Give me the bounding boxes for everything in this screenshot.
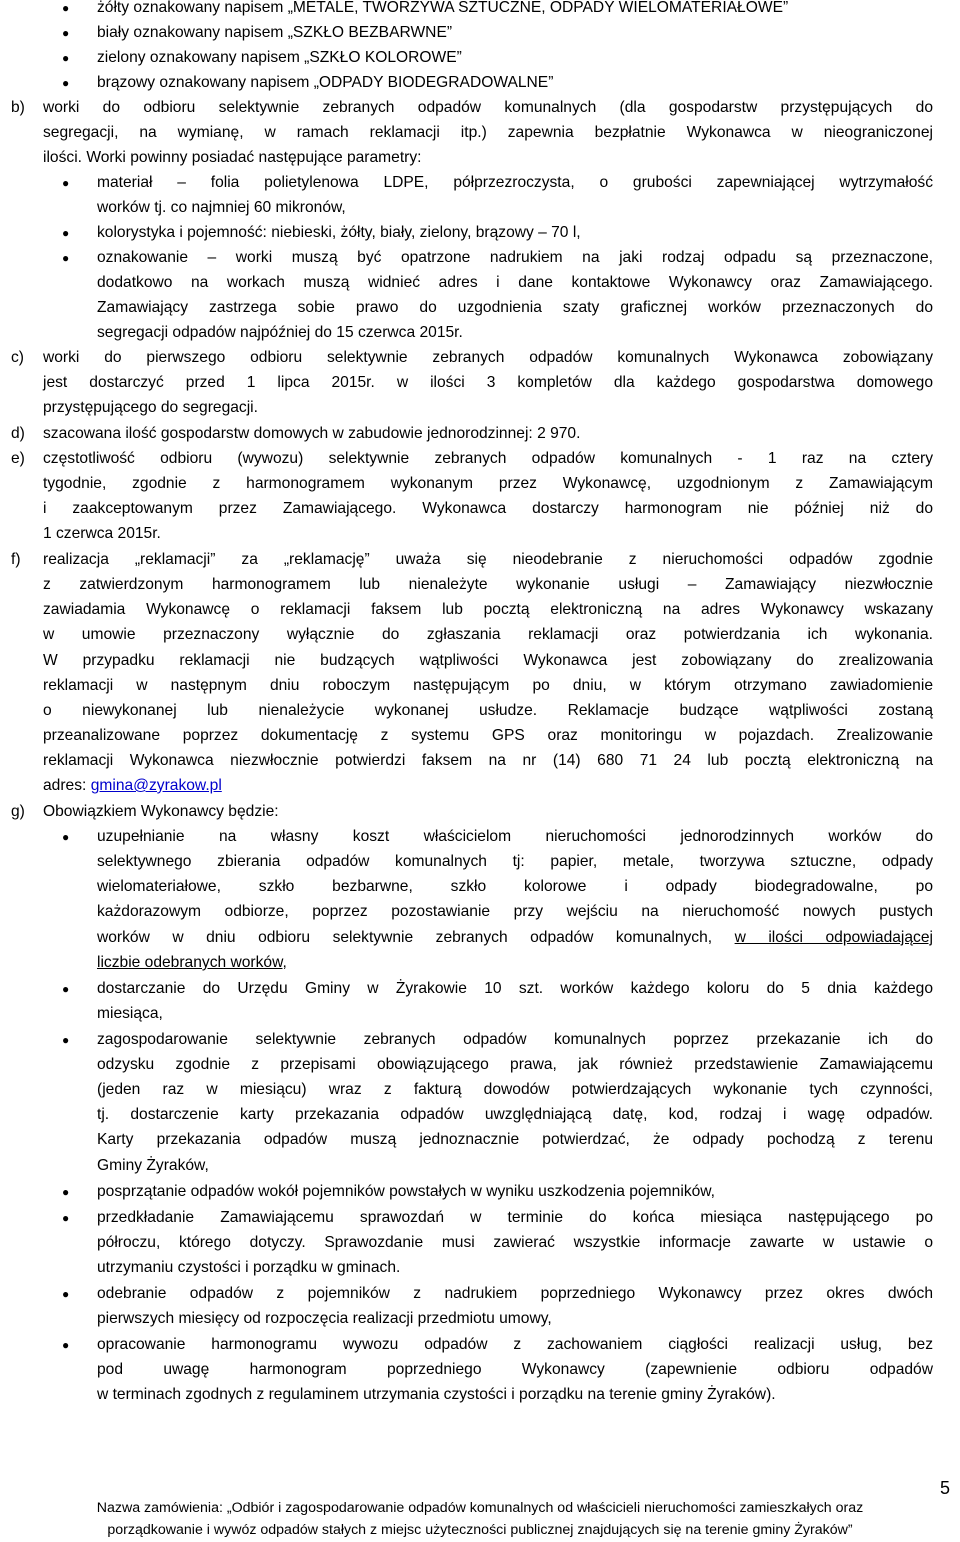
underlined-text: liczbie odebranych worków: [97, 954, 283, 971]
duty-item: miesiąca,: [97, 1005, 163, 1022]
color-bag-item: żółty oznakowany napisem „METALE, TWORZYWA SZTUCZNE, ODPADY WIELOMATERIAŁOWE”: [97, 0, 789, 16]
duty-item: tj. dostarczenie karty przekazania odpadów uwzględniającą datę, kod, rodzaj i wagę odpadów.: [97, 1106, 933, 1123]
section-c-text: worki do pierwszego odbioru selektywnie zebranych odpadów komunalnych Wykonawca zobowiązany: [43, 349, 933, 366]
duty-item: opracowanie harmonogramu wywozu odpadów z zachowaniem ciągłości realizacji usług, bez: [97, 1336, 933, 1353]
duty-item: utrzymaniu czystości i porządku w gminach.: [97, 1259, 401, 1276]
bullet-dot: ●: [62, 830, 70, 844]
bullet-dot: ●: [62, 176, 70, 190]
section-d-text: szacowana ilość gospodarstw domowych w zabudowie jednorodzinnej: 2 970.: [43, 425, 581, 442]
bullet-dot: ●: [62, 226, 70, 240]
duty-item: (jeden raz w miesiącu) wraz z fakturą dowodów potwierdzających wykonanie tych czynności,: [97, 1081, 933, 1098]
section-b-text: ilości. Worki powinny posiadać następujące parametry:: [43, 149, 422, 166]
bullet-dot: ●: [62, 76, 70, 90]
footer-line: Nazwa zamówienia: „Odbiór i zagospodarowanie odpadów komunalnych od właścicieli nieruchomości zamieszkałych oraz: [96, 1500, 864, 1516]
duty-item: Gminy Żyraków,: [97, 1157, 209, 1174]
page-number: 5: [939, 1478, 950, 1498]
section-b-text: segregacji, na wymianę, w ramach reklamacji itp.) zapewnia bezpłatnie Wykonawca w nieograniczonej: [43, 124, 933, 141]
section-c-text: jest dostarczyć przed 1 lipca 2015r. w ilości 3 kompletów dla każdego gospodarstwa domowego: [43, 374, 933, 391]
section-e-text: częstotliwość odbioru (wywozu) selektywnie zebranych odpadów komunalnych - 1 raz na cztery: [43, 450, 933, 467]
color-bag-item: zielony oznakowany napisem „SZKŁO KOLOROWE”: [97, 49, 462, 66]
duty-item: posprzątanie odpadów wokół pojemników powstałych w wyniku uszkodzenia pojemników,: [97, 1183, 716, 1200]
footer-line: porządkowanie i wywóz odpadów stałych z miejsc użyteczności publicznej znajdujących się na terenie gminy Żyraków”: [107, 1522, 853, 1538]
duty-item: uzupełnianie na własny koszt właścicielom nieruchomości jednorodzinnych worków do: [97, 828, 933, 845]
section-b-text: worki do odbioru selektywnie zebranych odpadów komunalnych (dla gospodarstw przystępujących do: [43, 99, 933, 116]
duty-item: Karty przekazania odpadów muszą jednoznacznie potwierdzać, że odpady pochodzą z terenu: [97, 1131, 933, 1148]
bag-parameter: oznakowanie – worki muszą być opatrzone nadrukiem na jaki rodzaj odpadu są przeznaczone,: [97, 249, 933, 266]
section-e-text: 1 czerwca 2015r.: [43, 525, 161, 542]
duty-item: selektywnego zbierania odpadów komunalnych tj: papier, metale, tworzywa sztuczne, odpady: [97, 853, 933, 870]
bullet-dot: ●: [62, 51, 70, 65]
duty-item: wielomateriałowe, szkło bezbarwne, szkło kolorowe i odpady biodegradowalne, po: [97, 878, 933, 895]
email-link[interactable]: gmina@zyrakow.pl: [90, 777, 222, 794]
section-f-address: [43, 776, 222, 796]
section-e-text: i zaakceptowanym przez Zamawiającego. Wykonawca dostarczy harmonogram nie później niż do: [43, 500, 933, 517]
duty-text: ,: [282, 954, 287, 971]
section-f-text: zawiadamia Wykonawcę o reklamacji faksem lub pocztą elektroniczną na adres Wykonawcy wskazany: [43, 601, 933, 618]
section-label-c: c): [11, 349, 24, 366]
section-label-d: d): [11, 425, 25, 442]
underlined-text: w ilości odpowiadającej: [734, 929, 933, 946]
section-f-text: W przypadku reklamacji nie budzących wątpliwości Wykonawca jest zobowiązany do zrealizowania: [43, 652, 933, 669]
section-label-g: g): [11, 803, 25, 820]
section-f-text: reklamacji w następnym dniu roboczym następującym po dniu, w którym otrzymano zawiadomienie: [43, 677, 933, 694]
duty-item: pierwszych miesięcy od rozpoczęcia realizacji przedmiotu umowy,: [97, 1310, 552, 1327]
section-f-text: o niewykonanej lub nienależycie wykonanej usłudze. Reklamacje budzące wątpliwości zostaną: [43, 702, 933, 719]
section-f-text: przeanalizowane poprzez dokumentację z systemu GPS oraz monitoringu w pojazdach. Zrealizowanie: [43, 727, 933, 744]
bag-parameter: materiał – folia polietylenowa LDPE, półprzezroczysta, o grubości zapewniającej wytrzymałość: [97, 174, 933, 191]
duty-item: [97, 953, 287, 973]
duty-text: worków w dniu odbioru selektywnie zebranych odpadów komunalnych,: [97, 929, 735, 946]
bag-parameter: segregacji odpadów najpóźniej do 15 czerwca 2015r.: [97, 324, 463, 341]
bag-parameter: kolorystyka i pojemność: niebieski, żółty, biały, zielony, brązowy – 70 l,: [97, 224, 581, 241]
bullet-dot: ●: [62, 1287, 70, 1301]
bullet-dot: ●: [62, 1185, 70, 1199]
bullet-dot: ●: [62, 26, 70, 40]
bullet-dot: ●: [62, 251, 70, 265]
duty-item: odebranie odpadów z pojemników z nadrukiem poprzedniego Wykonawcy przez okres dwóch: [97, 1285, 933, 1302]
duty-item: [97, 928, 933, 948]
section-c-text: przystępującego do segregacji.: [43, 399, 258, 416]
duty-item: półroczu, którego dotyczy. Sprawozdanie musi zawierać wszystkie informacje zawarte w ustawie o: [97, 1234, 933, 1251]
address-prefix: adres:: [43, 777, 91, 794]
duty-item: każdorazowym odbiorze, poprzez pozostawianie przy wejściu na nieruchomość nowych pustych: [97, 903, 933, 920]
duty-item: w terminach zgodnych z regulaminem utrzymania czystości i porządku na terenie gminy Żyraków).: [97, 1386, 776, 1403]
duty-item: pod uwagę harmonogram poprzedniego Wykonawcy (zapewnienie odbioru odpadów: [97, 1361, 933, 1378]
duty-item: przedkładanie Zamawiającemu sprawozdań w terminie do końca miesiąca następującego po: [97, 1209, 933, 1226]
section-e-text: tygodnie, zgodnie z harmonogramem wykonanym przez Wykonawcę, uzgodnionym z Zamawiającym: [43, 475, 933, 492]
bullet-dot: ●: [62, 1338, 70, 1352]
section-g-heading: Obowiązkiem Wykonawcy będzie:: [43, 803, 279, 820]
bullet-dot: ●: [62, 1211, 70, 1225]
duty-item: odzysku zgodnie z przepisami obowiązującego prawa, jak również przedstawienie Zamawiającemu: [97, 1056, 933, 1073]
section-label-b: b): [11, 99, 25, 116]
color-bag-item: brązowy oznakowany napisem „ODPADY BIODEGRADOWALNE”: [97, 74, 554, 91]
color-bag-item: biały oznakowany napisem „SZKŁO BEZBARWNE”: [97, 24, 453, 41]
bullet-dot: ●: [62, 1033, 70, 1047]
section-f-text: w umowie przeznaczony wyłącznie do zgłaszania reklamacji oraz potwierdzania ich wykonania.: [43, 626, 933, 643]
bullet-dot: ●: [62, 982, 70, 996]
bag-parameter: Zamawiający zastrzega sobie prawo do uzgodnienia szaty graficznej worków przeznaczonych do: [97, 299, 933, 316]
bag-parameter: dodatkowo na workach muszą widnieć adres i dane kontaktowe Wykonawcy oraz Zamawiającego.: [97, 274, 933, 291]
section-label-f: f): [11, 551, 21, 568]
duty-item: dostarczanie do Urzędu Gminy w Żyrakowie 10 szt. worków każdego koloru do 5 dnia każdego: [97, 980, 933, 997]
bullet-dot: ●: [62, 1, 70, 15]
duty-item: zagospodarowanie selektywnie zebranych odpadów komunalnych poprzez przekazanie ich do: [97, 1031, 933, 1048]
section-f-text: z zatwierdzonym harmonogramem lub nienależyte wykonanie usługi – Zamawiający niezwłocznie: [43, 576, 933, 593]
bag-parameter: worków tj. co najmniej 60 mikronów,: [97, 199, 346, 216]
section-label-e: e): [11, 450, 25, 467]
section-f-text: reklamacji Wykonawca niezwłocznie potwierdzi faksem na nr (14) 680 71 24 lub pocztą elektroniczną na: [43, 752, 933, 769]
section-f-text: realizacja „reklamacji” za „reklamację” uważa się nieodebranie z nieruchomości odpadów zgodnie: [43, 551, 933, 568]
